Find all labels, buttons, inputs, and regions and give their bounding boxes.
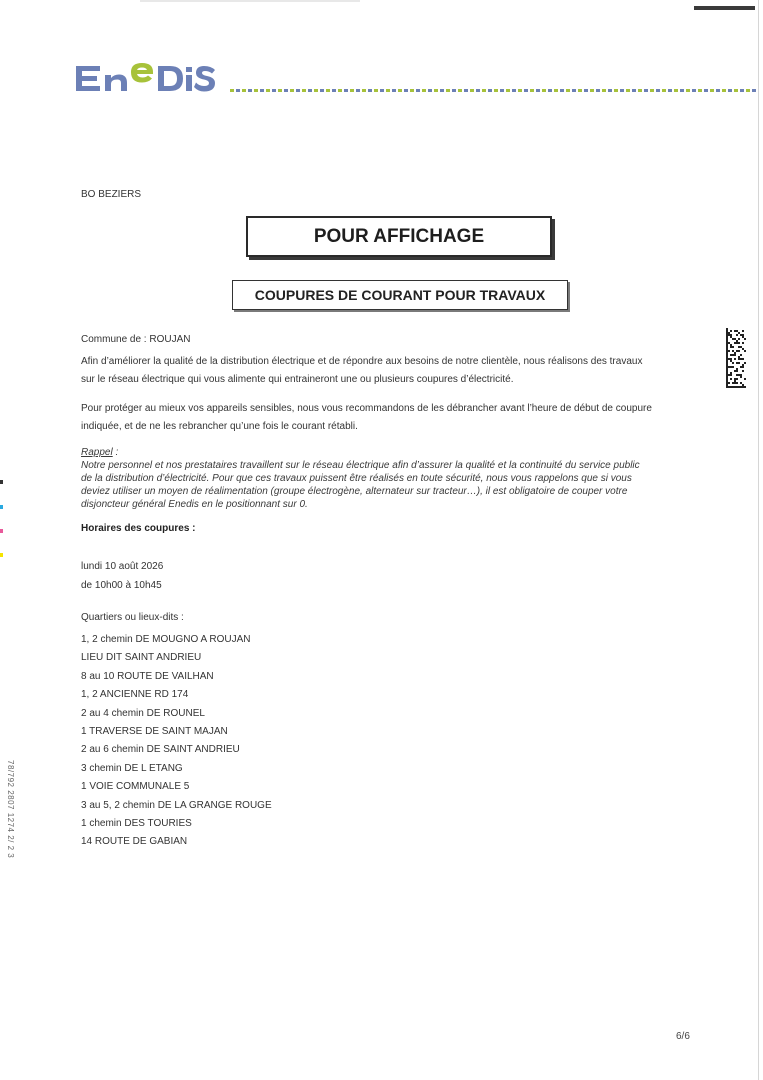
margin-tracking-code: 78/792 2807 1274 2/ 2 3 <box>6 760 15 859</box>
rappel-section <box>81 446 701 511</box>
list-item: 1 VOIE COMMUNALE 5 <box>81 781 190 793</box>
advice-line-2: indiquée, et de ne les rebrancher qu’une fois le courant rétabli. <box>81 421 358 432</box>
advice-line-1: Pour protéger au mieux vos appareils sensibles, nous vous recommandons de les débrancher avant l’heure de début de coupure <box>81 403 652 414</box>
datamatrix-code <box>726 328 746 388</box>
outage-date: lundi 10 août 2026 <box>81 561 164 572</box>
scan-artifact-right-edge <box>758 0 759 1080</box>
list-item: 2 au 4 chemin DE ROUNEL <box>81 707 205 719</box>
list-item: 1 TRAVERSE DE SAINT MAJAN <box>81 726 228 738</box>
list-item: 1 chemin DES TOURIES <box>81 818 192 830</box>
commune-line: Commune de : ROUJAN <box>81 334 191 345</box>
print-mark-yellow <box>0 553 3 557</box>
intro-line-1: Afin d’améliorer la qualité de la distribution électrique et de répondre aux besoins de notre clientèle, nous réalisons des travaux <box>81 356 643 367</box>
main-title-box <box>246 216 552 257</box>
list-item: 14 ROUTE DE GABIAN <box>81 836 188 848</box>
intro-paragraph <box>81 353 701 389</box>
rappel-title: Rappel <box>81 447 113 458</box>
list-item: LIEU DIT SAINT ANDRIEU <box>81 652 202 664</box>
intro-line-2: sur le réseau électrique qui vous alimente qui entraineront une ou plusieurs coupures d’électricité. <box>81 374 514 385</box>
list-item: 3 au 5, 2 chemin DE LA GRANGE ROUGE <box>81 799 272 811</box>
list-item: 1, 2 chemin DE MOUGNO A ROUJAN <box>81 634 251 645</box>
scan-artifact-top-edge <box>140 0 360 2</box>
enedis-logo <box>74 58 219 98</box>
schedule-block <box>81 557 163 595</box>
print-mark-black <box>0 480 3 484</box>
print-mark-cyan <box>0 505 3 509</box>
logo-divider-rule <box>230 89 756 92</box>
horaires-title: Horaires des coupures : <box>81 523 196 534</box>
rappel-title-suffix: : <box>112 447 119 458</box>
sender-office: BO BEZIERS <box>81 189 142 200</box>
scan-artifact-top-bar <box>694 6 755 10</box>
rappel-line-3: deviez utiliser un moyen de réalimentation (groupe électrogène, alternateur sur tracteur…), il est obligatoire de couper votre <box>81 486 628 497</box>
list-item: 3 chemin DE L ETANG <box>81 762 183 774</box>
advice-paragraph <box>81 400 701 436</box>
main-title: POUR AFFICHAGE <box>313 225 485 247</box>
outage-time: de 10h00 à 10h45 <box>81 580 162 591</box>
page-number: 6/6 <box>676 1031 690 1042</box>
list-item: 8 au 10 ROUTE DE VAILHAN <box>81 670 214 682</box>
places-title: Quartiers ou lieux-dits : <box>81 612 184 623</box>
subtitle-box <box>232 280 568 310</box>
places-list <box>81 631 272 852</box>
list-item: 1, 2 ANCIENNE RD 174 <box>81 689 189 701</box>
rappel-line-4: disjoncteur général Enedis en le positionnant sur 0. <box>81 499 308 510</box>
rappel-heading <box>81 446 701 459</box>
print-mark-magenta <box>0 529 3 533</box>
list-item: 2 au 6 chemin DE SAINT ANDRIEU <box>81 744 240 756</box>
subtitle: COUPURES DE COURANT POUR TRAVAUX <box>254 287 546 303</box>
rappel-line-1: Notre personnel et nos prestataires travaillent sur le réseau électrique afin d’assurer la qualité et la continuité du service public <box>81 460 640 471</box>
rappel-line-2: de la distribution d’électricité. Pour que ces travaux puissent être réalisés en toute sécurité, nous vous rappelons que si vous <box>81 473 632 484</box>
